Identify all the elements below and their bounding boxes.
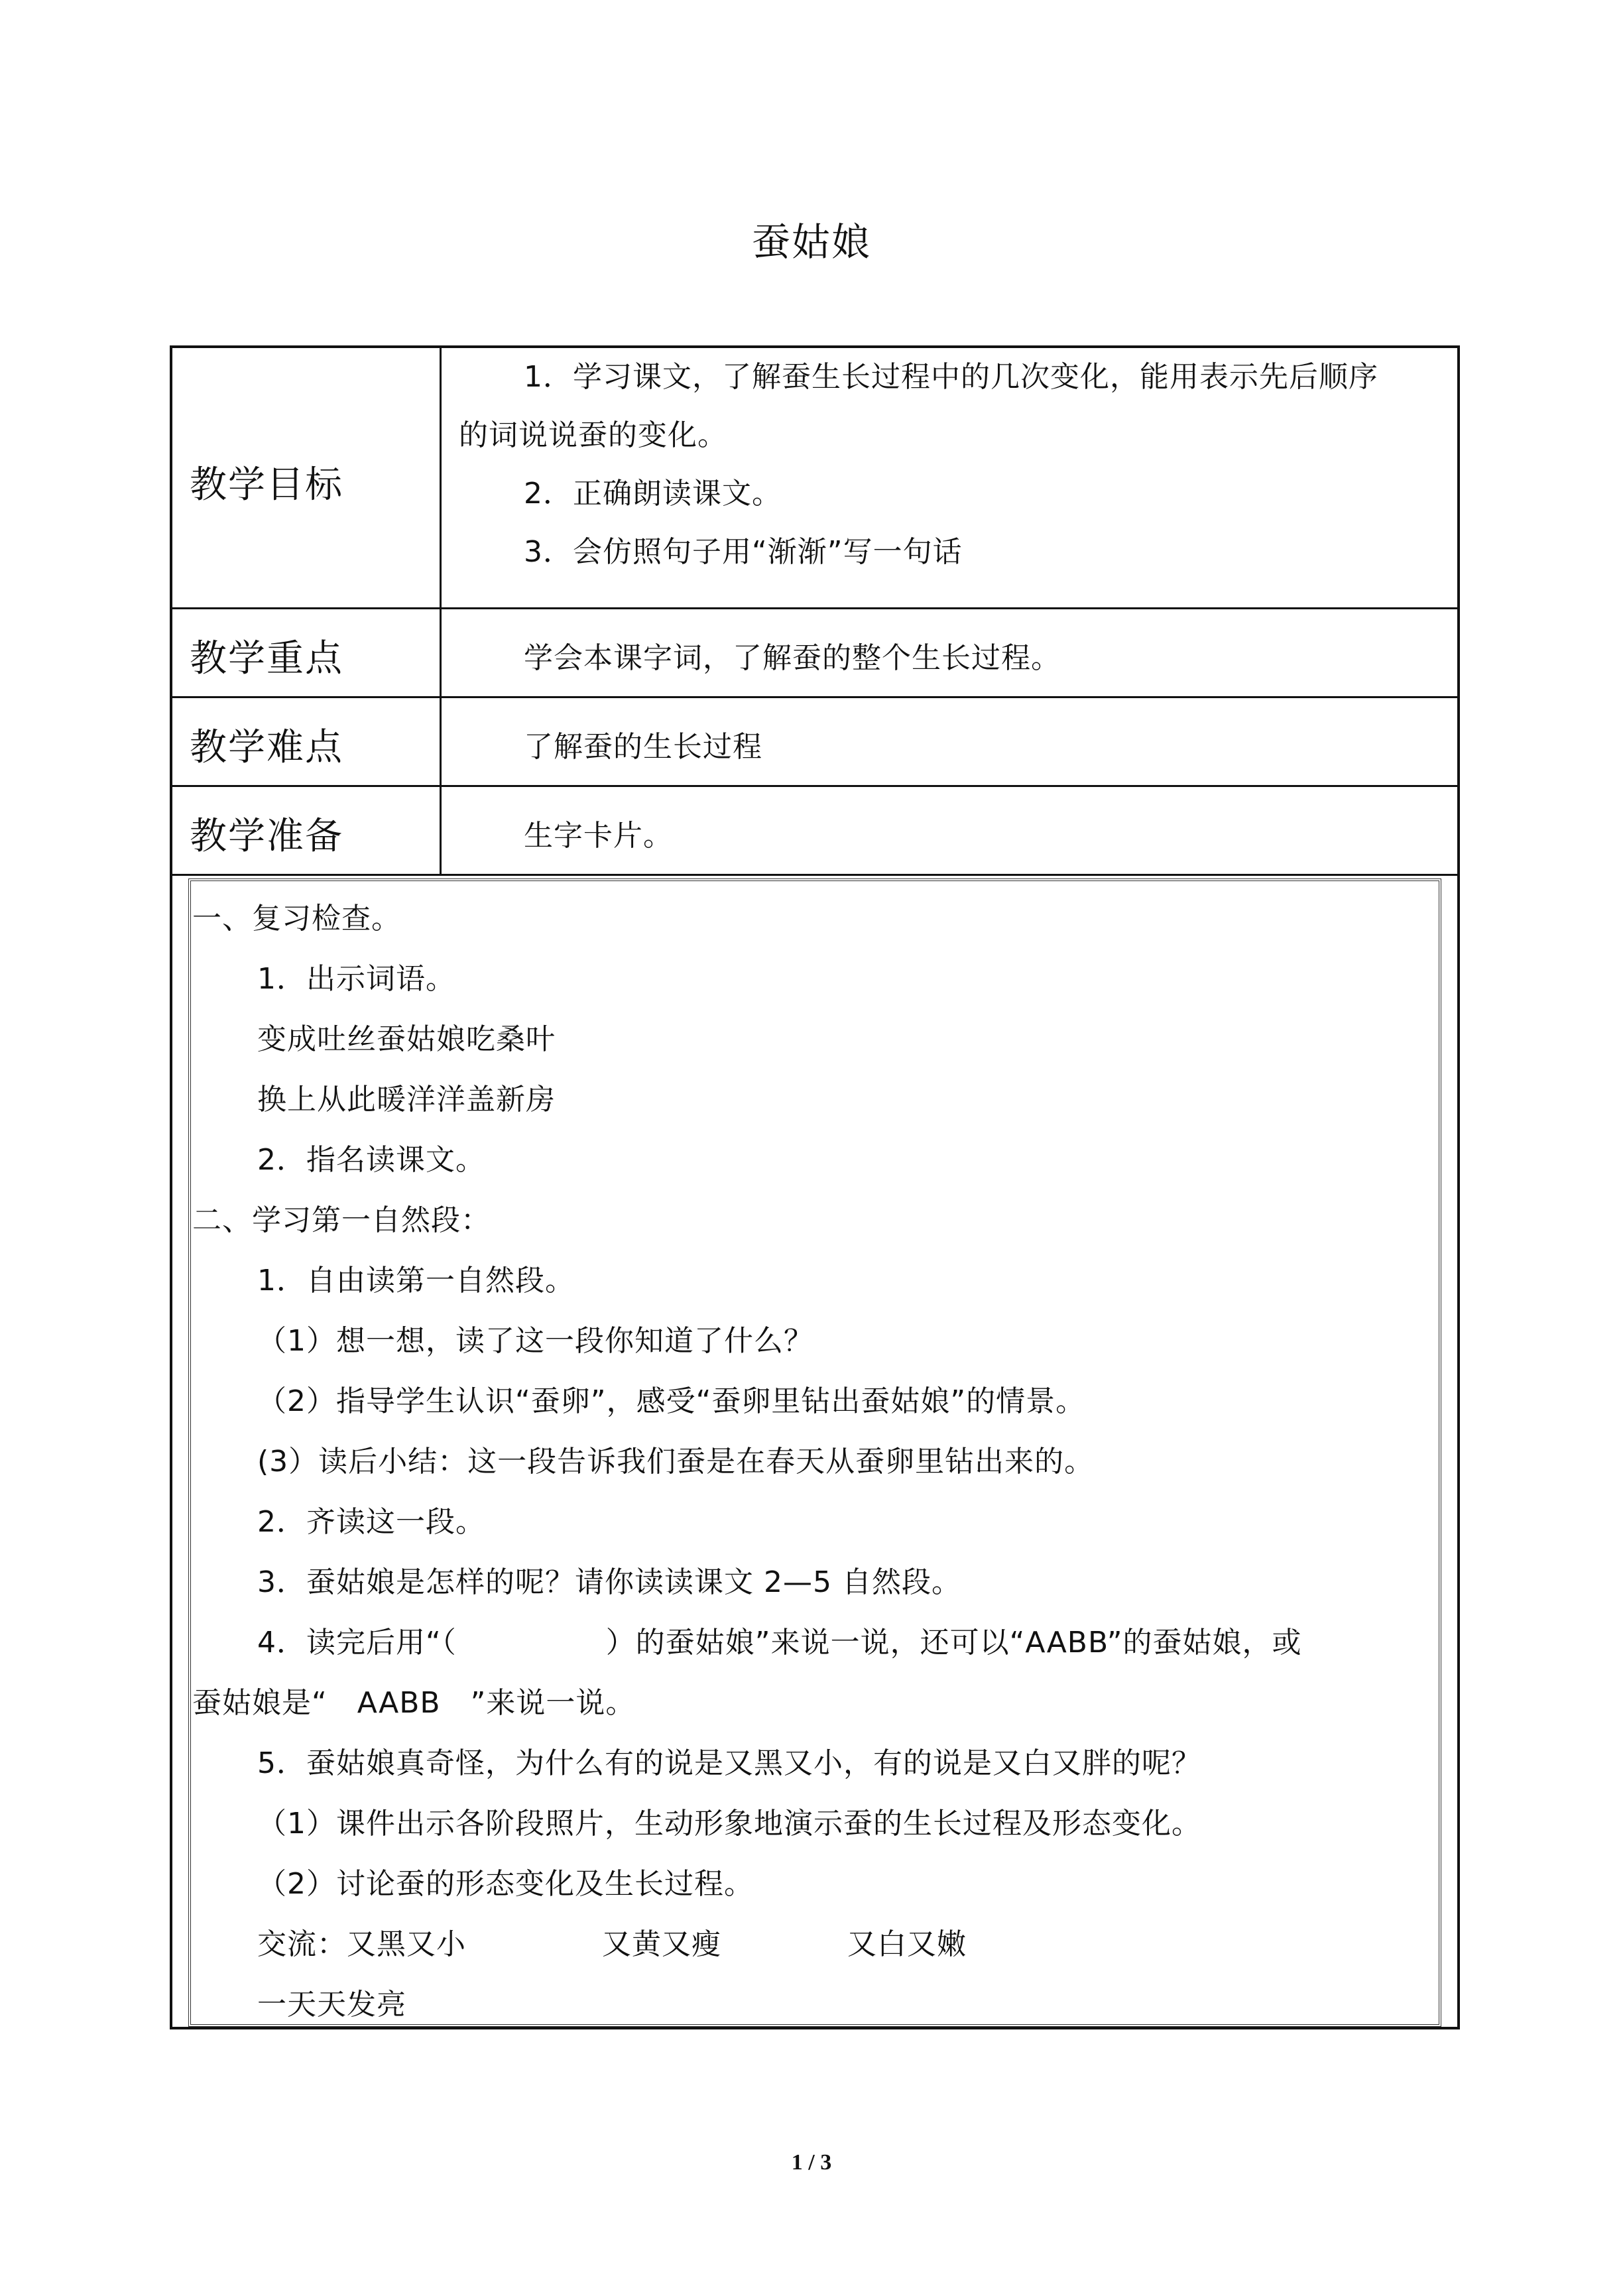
process-line: 3．蚕姑娘是怎样的呢？请你读读课文 2—5 自然段。 [257,1565,961,1599]
label-difficulties: 教学难点 [190,726,343,769]
exchange-prefix: 交流：又黑又小 [257,1927,466,1961]
process-line: 一、复习检查。 [192,902,401,936]
label-objectives: 教学目标 [190,463,343,507]
exchange-item-2: 又黄又瘦 [602,1927,721,1961]
process-line: (3）读后小结：这一段告诉我们蚕是在春天从蚕卵里钻出来的。 [257,1445,1095,1479]
process-line: （2）讨论蚕的形态变化及生长过程。 [257,1867,754,1901]
process-line: 换上从此暖洋洋盖新房 [257,1083,556,1117]
teaching-process-box [188,878,1441,2027]
process-line: 1．出示词语。 [257,962,455,996]
key-points-text: 学会本课字词，了解蚕的整个生长过程。 [524,641,1061,675]
process-line: 二、学习第一自然段： [192,1203,491,1237]
process-line: 蚕姑娘是“ AABB ”来说一说。 [192,1686,636,1720]
label-key-points: 教学重点 [190,637,343,680]
process-line: （2）指导学生认识“蚕卵”，感受“蚕卵里钻出蚕姑娘”的情景。 [257,1384,1086,1418]
objective-line-1: 1．学习课文，了解蚕生长过程中的几次变化，能用表示先后顺序 [524,360,1378,394]
objective-line-3: 2．正确朗读课文。 [524,477,782,511]
objective-line-4: 3．会仿照句子用“渐渐”写一句话 [524,535,963,569]
page-number: 1 / 3 [791,2150,832,2175]
process-last-line: 一天天发亮 [257,1988,406,2022]
document-title: 蚕姑娘 [751,219,871,265]
process-line: 2．指名读课文。 [257,1143,485,1177]
row-key-points [172,609,1457,698]
process-line: 2．齐读这一段。 [257,1505,485,1539]
lesson-plan-table [170,345,1460,2029]
process-line: 5．蚕姑娘真奇怪，为什么有的说是又黑又小，有的说是又白又胖的呢？ [257,1746,1201,1780]
preparation-text: 生字卡片。 [524,819,673,853]
label-preparation: 教学准备 [190,815,343,858]
exchange-item-3: 又白又嫩 [847,1927,967,1961]
process-line: （1）课件出示各阶段照片，生动形象地演示蚕的生长过程及形态变化。 [257,1807,1201,1841]
difficulties-text: 了解蚕的生长过程 [524,730,762,764]
row-difficulties [172,698,1457,787]
objective-line-2: 的词说说蚕的变化。 [459,418,727,452]
row-preparation [172,787,1457,876]
process-line: （1）想一想，读了这一段你知道了什么？ [257,1324,813,1358]
process-line: 变成吐丝蚕姑娘吃桑叶 [257,1022,556,1056]
process-line: 4．读完后用“（ ）的蚕姑娘”来说一说，还可以“AABB”的蚕姑娘，或 [257,1626,1302,1660]
row-objectives [172,348,1457,609]
process-line: 1．自由读第一自然段。 [257,1264,575,1298]
